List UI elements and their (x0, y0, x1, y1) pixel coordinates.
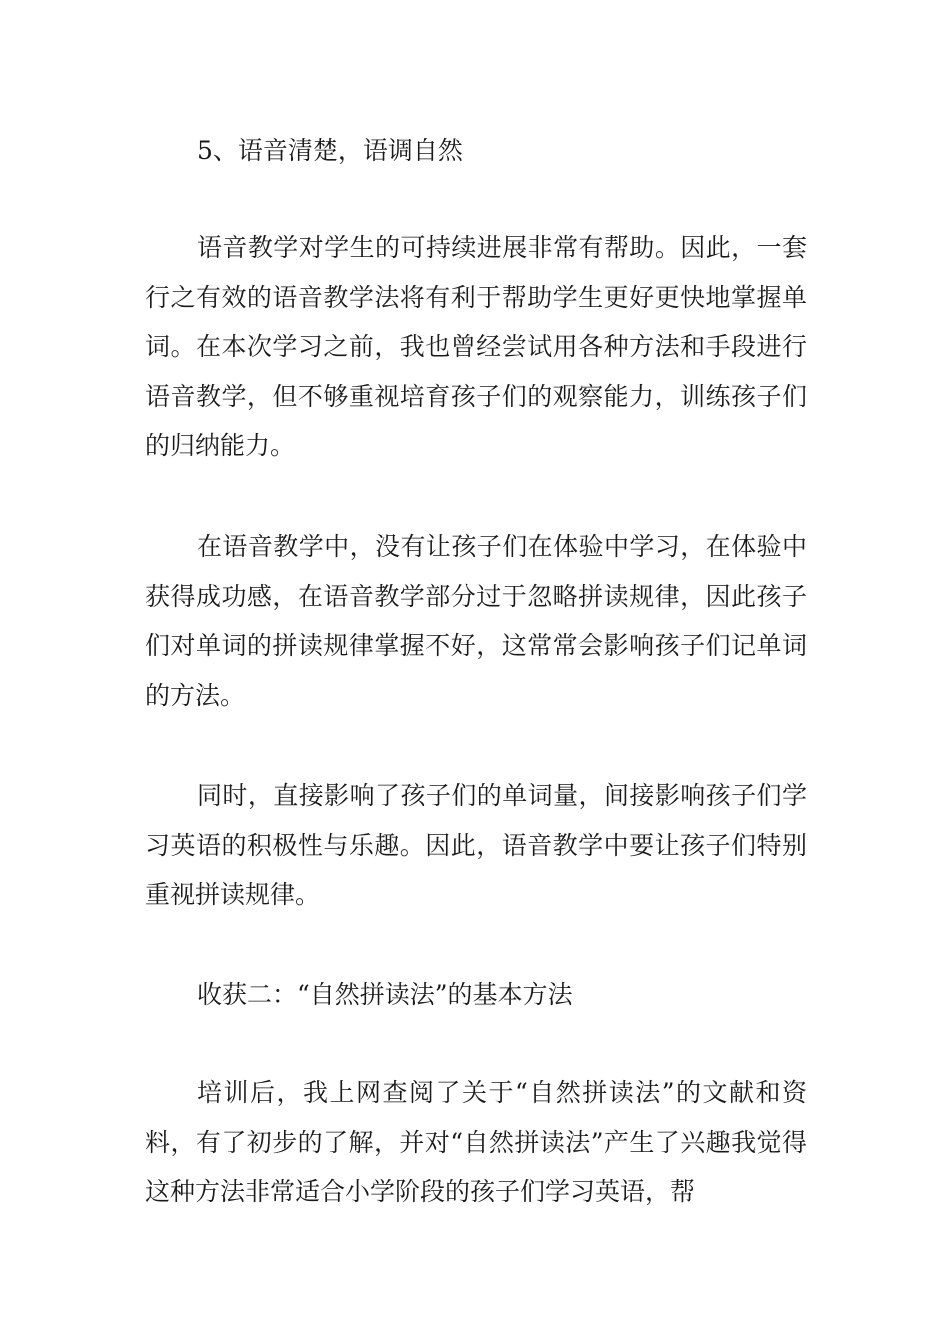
paragraph-vocabulary-impact: 同时，直接影响了孩子们的单词量，间接影响孩子们学习英语的积极性与乐趣。因此，语音教学中要让孩子们特别重视拼读规律。 (145, 781, 807, 909)
section-heading-pronunciation: 5、语音清楚，语调自然 (197, 136, 463, 165)
section-heading-harvest-two: 收获二：“自然拼读法”的基本方法 (197, 980, 573, 1009)
paragraph-teaching-problem: 在语音教学中，没有让孩子们在体验中学习，在体验中获得成功感，在语音教学部分过于忽略拼读规律，因此孩子们对单词的拼读规律掌握不好，这常常会影响孩子们记单词的方法。 (145, 532, 807, 710)
paragraph-phonics-value: 语音教学对学生的可持续进展非常有帮助。因此，一套行之有效的语音教学法将有利于帮助学生更好更快地掌握单词。在本次学习之前，我也曾经尝试用各种方法和手段进行语音教学，但不够重视培育孩子们的观察能力，训练孩子们的归纳能力。 (145, 233, 807, 460)
paragraph-after-training: 培训后，我上网查阅了关于“自然拼读法”的文献和资料，有了初步的了解，并对“自然拼读法”产生了兴趣我觉得这种方法非常适合小学阶段的孩子们学习英语，帮 (145, 1078, 807, 1206)
